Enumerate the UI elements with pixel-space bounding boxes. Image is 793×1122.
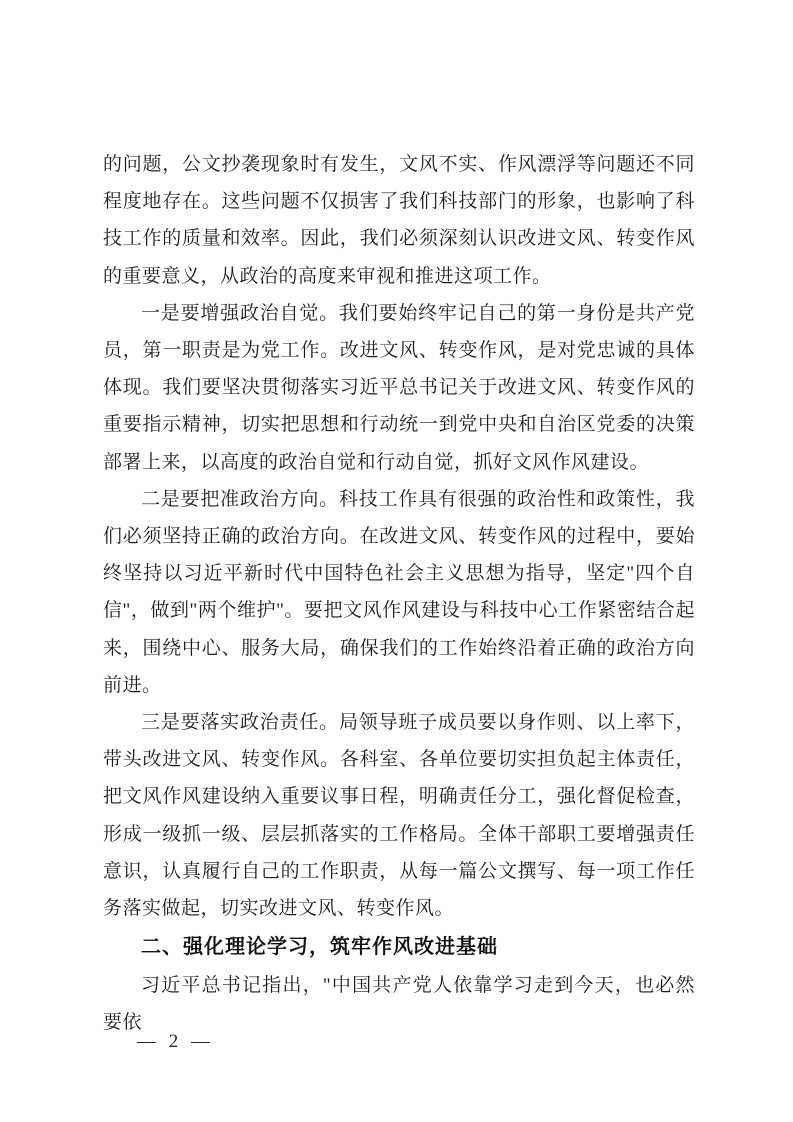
paragraph-section-opening: 习近平总书记指出，"中国共产党人依靠学习走到今天，也必然要依 — [103, 975, 695, 1034]
paragraph-point-one: 一是要增强政治自觉。我们要始终牢记自己的第一身份是共产党员，第一职责是为党工作。改进文风、转变作风，是对党忠诚的具体体现。我们要坚决贯彻落实习近平总书记关于改进文风、转变作风的重要指示精神，切实把思想和行动统一到党中央和自治区党委的决策部署上来，以高度的政治自觉和行动自觉，抓好文风作风建设。 — [103, 302, 695, 473]
paragraph-point-two: 二是要把准政治方向。科技工作具有很强的政治性和政策性，我们必须坚持正确的政治方向。在改进文风、转变作风的过程中，要始终坚持以习近平新时代中国特色社会主义思想为指导，坚定"四个自信"，做到"两个维护"。要把文风作风建设与科技中心工作紧密结合起来，围绕中心、服务大局，确保我们的工作始终沿着正确的政治方向前进。 — [103, 488, 695, 696]
section-heading: 二、强化理论学习，筑牢作风改进基础 — [141, 936, 498, 959]
document-body — [103, 146, 695, 1042]
page-number: — 2 — — [137, 1031, 214, 1052]
paragraph-point-three: 三是要落实政治责任。局领导班子成员要以身作则、以上率下，带头改进文风、转变作风。各科室、各单位要切实担负起主体责任，把文风作风建设纳入重要议事日程，明确责任分工，强化督促检查，形成一级抓一级、层层抓落实的工作格局。全体干部职工要增强责任意识，认真履行自己的工作职责，从每一篇公文撰写、每一项工作任务落实做起，切实改进文风、转变作风。 — [103, 712, 695, 920]
paragraph-continuation: 的问题，公文抄袭现象时有发生，文风不实、作风漂浮等问题还不同程度地存在。这些问题不仅损害了我们科技部门的形象，也影响了科技工作的质量和效率。因此，我们必须深刻认识改进文风、转变作风的重要意义，从政治的高度来审视和推进这项工作。 — [103, 154, 695, 287]
